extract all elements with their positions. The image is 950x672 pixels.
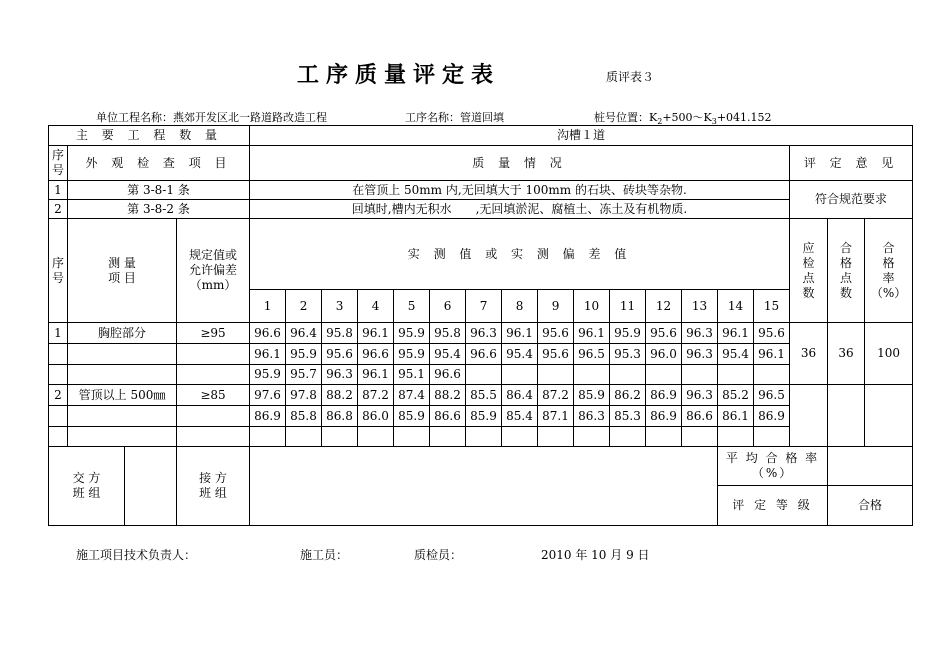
qualified-points-value: 36 xyxy=(828,323,865,385)
measured-value xyxy=(358,427,394,447)
receiver-team-label: 接 方 班 组 xyxy=(177,447,250,526)
measured-value xyxy=(646,427,682,447)
measure-seq xyxy=(49,406,68,427)
station-suffix: +041.152 xyxy=(716,111,772,124)
should-check-value xyxy=(790,385,828,447)
measured-value: 85.9 xyxy=(394,406,430,427)
measured-value: 85.9 xyxy=(466,406,502,427)
evaluation-table xyxy=(48,125,913,526)
measured-value: 86.3 xyxy=(574,406,610,427)
measured-value: 96.1 xyxy=(358,365,394,385)
handover-team-value xyxy=(125,447,177,526)
measured-value: 86.1 xyxy=(718,406,754,427)
measure-tolerance xyxy=(177,406,250,427)
measured-value: 85.8 xyxy=(286,406,322,427)
measured-value: 86.2 xyxy=(610,385,646,406)
evaluation-header: 评 定 意 见 xyxy=(790,146,913,181)
measured-value: 95.8 xyxy=(430,323,466,344)
station-mid: +500～K xyxy=(662,111,712,124)
measured-value: 96.4 xyxy=(286,323,322,344)
column-number: 7 xyxy=(466,290,502,323)
worker-label: 施工员： xyxy=(300,548,349,562)
measured-value: 96.1 xyxy=(718,323,754,344)
station-prefix: 桩号位置：K xyxy=(594,111,658,124)
measured-value: 95.6 xyxy=(538,344,574,365)
measure-tolerance: ≥95 xyxy=(177,323,250,344)
measured-value: 96.1 xyxy=(502,323,538,344)
measured-value: 97.6 xyxy=(250,385,286,406)
column-number: 9 xyxy=(538,290,574,323)
measured-value xyxy=(430,427,466,447)
measured-value: 95.6 xyxy=(646,323,682,344)
measured-value: 96.6 xyxy=(466,344,502,365)
measured-value: 96.3 xyxy=(682,344,718,365)
measured-value: 96.1 xyxy=(754,344,790,365)
qualified-points-value xyxy=(828,385,865,447)
measured-value xyxy=(322,427,358,447)
receiver-team-value xyxy=(250,447,718,526)
column-number: 4 xyxy=(358,290,394,323)
tech-lead-label: 施工项目技术负责人： xyxy=(76,548,197,562)
measured-value: 87.2 xyxy=(538,385,574,406)
measure-seq: 1 xyxy=(49,323,68,344)
table-row xyxy=(49,406,913,427)
measured-value: 87.4 xyxy=(394,385,430,406)
measured-value: 86.0 xyxy=(358,406,394,427)
measured-value xyxy=(538,365,574,385)
measured-value: 86.9 xyxy=(646,385,682,406)
measured-value xyxy=(466,427,502,447)
measured-value: 96.1 xyxy=(574,323,610,344)
measured-value: 96.6 xyxy=(250,323,286,344)
measured-value: 96.6 xyxy=(430,365,466,385)
measured-value xyxy=(610,427,646,447)
measured-value xyxy=(574,365,610,385)
measured-value: 96.5 xyxy=(754,385,790,406)
measure-tolerance: ≥85 xyxy=(177,385,250,406)
measured-value: 85.2 xyxy=(718,385,754,406)
measure-item-header: 测 量 项 目 xyxy=(68,219,177,323)
page-title: 工序质量评定表 xyxy=(297,62,501,88)
measured-values-header: 实 测 值 或 实 测 偏 差 值 xyxy=(250,219,790,290)
measure-tolerance xyxy=(177,344,250,365)
measure-item xyxy=(68,344,177,365)
measured-value: 96.6 xyxy=(358,344,394,365)
project-name: 单位工程名称：燕郊开发区北一路道路改造工程 xyxy=(96,111,327,124)
measured-value: 96.1 xyxy=(250,344,286,365)
station-sub-2: 3 xyxy=(711,117,717,127)
column-number: 5 xyxy=(394,290,430,323)
measured-value: 96.3 xyxy=(466,323,502,344)
avg-pass-rate-value xyxy=(828,447,913,486)
pass-rate-value: 100 xyxy=(865,323,913,385)
measured-value xyxy=(718,427,754,447)
quality-header: 质 量 情 况 xyxy=(250,146,790,181)
column-number: 10 xyxy=(574,290,610,323)
measured-value xyxy=(754,427,790,447)
measure-item xyxy=(68,365,177,385)
measured-value: 86.9 xyxy=(754,406,790,427)
measured-value xyxy=(538,427,574,447)
appearance-item: 第 3-8-1 条 xyxy=(68,181,250,200)
measured-value: 86.8 xyxy=(322,406,358,427)
handover-team-label: 交 方 班 组 xyxy=(49,447,125,526)
appearance-seq: 1 xyxy=(49,181,68,200)
measured-value: 85.5 xyxy=(466,385,502,406)
column-number: 13 xyxy=(682,290,718,323)
measured-value: 95.6 xyxy=(538,323,574,344)
measured-value: 85.3 xyxy=(610,406,646,427)
measured-value: 96.3 xyxy=(682,323,718,344)
measured-value: 96.1 xyxy=(358,323,394,344)
measured-value: 87.1 xyxy=(538,406,574,427)
measured-value xyxy=(682,365,718,385)
main-quantity-value: 沟槽１道 xyxy=(250,126,913,146)
column-number: 1 xyxy=(250,290,286,323)
measured-value: 86.9 xyxy=(250,406,286,427)
qualified-points-header: 合 格 点 数 xyxy=(828,219,865,323)
inspector-label: 质检员： xyxy=(414,548,463,562)
measured-value xyxy=(682,427,718,447)
measured-value: 95.8 xyxy=(322,323,358,344)
appearance-situation: 在管顶上 50mm 内,无回填大于 100mm 的石块、砖块等杂物. xyxy=(250,181,790,200)
measured-value: 96.5 xyxy=(574,344,610,365)
measured-value: 95.9 xyxy=(610,323,646,344)
measured-value: 96.0 xyxy=(646,344,682,365)
measure-seq xyxy=(49,427,68,447)
measured-value: 95.9 xyxy=(250,365,286,385)
appearance-situation: 回填时,槽内无积水 ,无回填淤泥、腐植土、冻土及有机物质. xyxy=(250,200,790,219)
measured-value xyxy=(502,365,538,385)
measured-value: 95.4 xyxy=(430,344,466,365)
station-position xyxy=(594,109,772,126)
pass-rate-header: 合 格 率 （%） xyxy=(865,219,913,323)
measure-seq xyxy=(49,365,68,385)
measure-tolerance xyxy=(177,427,250,447)
pass-rate-value xyxy=(865,385,913,447)
date: 2010 年 10 月 9 日 xyxy=(541,548,650,562)
measured-value: 95.3 xyxy=(610,344,646,365)
table-row xyxy=(49,344,913,365)
column-number: 6 xyxy=(430,290,466,323)
measured-value: 95.9 xyxy=(394,344,430,365)
appearance-item: 第 3-8-2 条 xyxy=(68,200,250,219)
measure-item: 胸腔部分 xyxy=(68,323,177,344)
avg-pass-rate-label: 平 均 合 格 率 （%） xyxy=(718,447,828,486)
measured-value xyxy=(610,365,646,385)
measured-value: 86.4 xyxy=(502,385,538,406)
measured-value: 95.9 xyxy=(394,323,430,344)
table-row xyxy=(49,365,913,385)
measured-value xyxy=(394,427,430,447)
measure-seq xyxy=(49,344,68,365)
should-check-value: 36 xyxy=(790,323,828,385)
measured-value xyxy=(718,365,754,385)
measured-value: 96.3 xyxy=(322,365,358,385)
measured-value: 96.3 xyxy=(682,385,718,406)
measured-value: 85.4 xyxy=(502,406,538,427)
table-row xyxy=(49,385,913,406)
measure-tolerance xyxy=(177,365,250,385)
measure-item xyxy=(68,427,177,447)
grade-label: 评 定 等 级 xyxy=(718,486,828,526)
measured-value: 95.1 xyxy=(394,365,430,385)
column-number: 15 xyxy=(754,290,790,323)
measured-value xyxy=(574,427,610,447)
measured-value: 95.6 xyxy=(754,323,790,344)
column-number: 2 xyxy=(286,290,322,323)
measured-value: 95.6 xyxy=(322,344,358,365)
measured-value: 95.4 xyxy=(718,344,754,365)
process-name: 工序名称：管道回填 xyxy=(405,111,504,124)
measured-value xyxy=(250,427,286,447)
measure-item xyxy=(68,406,177,427)
column-number: 12 xyxy=(646,290,682,323)
should-check-header: 应 检 点 数 xyxy=(790,219,828,323)
measured-value: 86.9 xyxy=(646,406,682,427)
measured-value xyxy=(286,427,322,447)
form-number: 质评表３ xyxy=(606,70,655,84)
table-row xyxy=(49,427,913,447)
measured-value xyxy=(646,365,682,385)
measured-value: 95.9 xyxy=(286,344,322,365)
main-quantity-label: 主 要 工 程 数 量 xyxy=(49,126,250,146)
appearance-seq: 2 xyxy=(49,200,68,219)
measured-value: 88.2 xyxy=(322,385,358,406)
appearance-item-header: 外 观 检 查 项 目 xyxy=(68,146,250,181)
measured-value: 86.6 xyxy=(682,406,718,427)
table-row xyxy=(49,323,913,344)
measured-value: 87.2 xyxy=(358,385,394,406)
measured-value: 97.8 xyxy=(286,385,322,406)
station-sub-1: 2 xyxy=(657,117,663,127)
column-number: 14 xyxy=(718,290,754,323)
seq-header: 序 号 xyxy=(49,146,68,181)
tolerance-header: 规定值或 允许偏差 （mm） xyxy=(177,219,250,323)
measured-value: 88.2 xyxy=(430,385,466,406)
measured-value: 85.9 xyxy=(574,385,610,406)
measured-value: 95.7 xyxy=(286,365,322,385)
measure-seq: 2 xyxy=(49,385,68,406)
measured-value xyxy=(502,427,538,447)
column-number: 8 xyxy=(502,290,538,323)
evaluation-value: 符合规范要求 xyxy=(790,181,913,219)
measured-value xyxy=(466,365,502,385)
seq-header: 序 号 xyxy=(49,219,68,323)
measured-value xyxy=(754,365,790,385)
column-number: 3 xyxy=(322,290,358,323)
measure-item: 管顶以上 500㎜ xyxy=(68,385,177,406)
measured-value: 86.6 xyxy=(430,406,466,427)
measured-value: 95.4 xyxy=(502,344,538,365)
grade-value: 合格 xyxy=(828,486,913,526)
column-number: 11 xyxy=(610,290,646,323)
